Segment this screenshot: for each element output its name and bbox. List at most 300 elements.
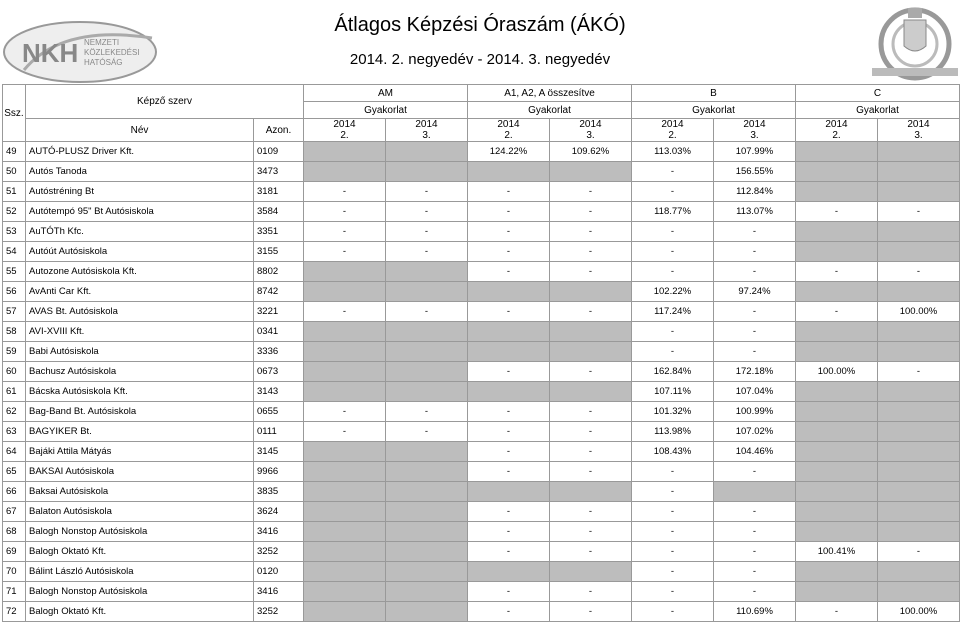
row-azon: 0673 bbox=[254, 362, 304, 382]
shaded-cell bbox=[878, 422, 960, 442]
table-row bbox=[3, 202, 960, 222]
table-row bbox=[3, 382, 960, 402]
shaded-cell bbox=[468, 342, 550, 362]
shaded-cell bbox=[386, 482, 468, 502]
value-cell: 109.62% bbox=[550, 142, 632, 162]
row-name: Autótempó 95" Bt Autósiskola bbox=[26, 202, 254, 222]
value-cell: - bbox=[714, 322, 796, 342]
value-cell: 107.04% bbox=[714, 382, 796, 402]
header-gyakorlat: Gyakorlat bbox=[468, 102, 632, 119]
value-cell: - bbox=[386, 182, 468, 202]
shaded-cell bbox=[878, 322, 960, 342]
value-cell: 156.55% bbox=[714, 162, 796, 182]
header-group-c: C bbox=[796, 85, 960, 102]
shaded-cell bbox=[468, 562, 550, 582]
shaded-cell bbox=[386, 262, 468, 282]
row-ssz: 70 bbox=[3, 562, 26, 582]
value-cell: - bbox=[714, 522, 796, 542]
shaded-cell bbox=[878, 482, 960, 502]
row-name: AuTÓTh Kfc. bbox=[26, 222, 254, 242]
value-cell: - bbox=[468, 402, 550, 422]
row-ssz: 52 bbox=[3, 202, 26, 222]
row-azon: 3473 bbox=[254, 162, 304, 182]
shaded-cell bbox=[796, 162, 878, 182]
ako-table bbox=[2, 84, 960, 622]
shaded-cell bbox=[796, 282, 878, 302]
logo-line-1: NEMZETI bbox=[84, 38, 120, 47]
table-row bbox=[3, 362, 960, 382]
value-cell: - bbox=[796, 202, 878, 222]
table-row bbox=[3, 442, 960, 462]
row-name: Autozone Autósiskola Kft. bbox=[26, 262, 254, 282]
row-azon: 0111 bbox=[254, 422, 304, 442]
row-name: Autós Tanoda bbox=[26, 162, 254, 182]
shaded-cell bbox=[796, 382, 878, 402]
row-name: Balogh Oktató Kft. bbox=[26, 542, 254, 562]
value-cell: - bbox=[632, 602, 714, 622]
value-cell: - bbox=[714, 542, 796, 562]
header-gyakorlat: Gyakorlat bbox=[796, 102, 960, 119]
value-cell: - bbox=[550, 422, 632, 442]
value-cell: - bbox=[550, 262, 632, 282]
value-cell: - bbox=[632, 222, 714, 242]
header-nev: Név bbox=[26, 119, 254, 142]
header-kepzo-szerv: Képző szerv bbox=[26, 85, 304, 119]
shaded-cell bbox=[714, 482, 796, 502]
row-azon: 3351 bbox=[254, 222, 304, 242]
value-cell: 110.69% bbox=[714, 602, 796, 622]
table-row bbox=[3, 262, 960, 282]
value-cell: - bbox=[550, 442, 632, 462]
value-cell: 97.24% bbox=[714, 282, 796, 302]
row-ssz: 67 bbox=[3, 502, 26, 522]
shaded-cell bbox=[796, 402, 878, 422]
row-ssz: 49 bbox=[3, 142, 26, 162]
value-cell: - bbox=[550, 182, 632, 202]
row-azon: 8742 bbox=[254, 282, 304, 302]
value-cell: - bbox=[878, 262, 960, 282]
row-name: BAKSAI Autósiskola bbox=[26, 462, 254, 482]
table-row bbox=[3, 162, 960, 182]
row-ssz: 50 bbox=[3, 162, 26, 182]
shaded-cell bbox=[386, 322, 468, 342]
row-azon: 3181 bbox=[254, 182, 304, 202]
shaded-cell bbox=[550, 322, 632, 342]
value-cell: - bbox=[632, 262, 714, 282]
shaded-cell bbox=[796, 142, 878, 162]
logo-line-2: KÖZLEKEDÉSI bbox=[84, 48, 140, 57]
value-cell: - bbox=[468, 602, 550, 622]
row-azon: 0655 bbox=[254, 402, 304, 422]
shaded-cell bbox=[468, 482, 550, 502]
value-cell: - bbox=[550, 362, 632, 382]
value-cell: - bbox=[632, 242, 714, 262]
shaded-cell bbox=[304, 442, 386, 462]
table-row bbox=[3, 462, 960, 482]
value-cell: - bbox=[878, 202, 960, 222]
value-cell: 102.22% bbox=[632, 282, 714, 302]
header-group-b: B bbox=[632, 85, 796, 102]
shaded-cell bbox=[878, 162, 960, 182]
shaded-cell bbox=[878, 582, 960, 602]
value-cell: - bbox=[304, 222, 386, 242]
row-azon: 3624 bbox=[254, 502, 304, 522]
header-period: 2014 3. bbox=[386, 119, 468, 142]
value-cell: - bbox=[632, 502, 714, 522]
value-cell: - bbox=[304, 302, 386, 322]
row-ssz: 63 bbox=[3, 422, 26, 442]
value-cell: - bbox=[468, 422, 550, 442]
row-azon: 0109 bbox=[254, 142, 304, 162]
header-gyakorlat: Gyakorlat bbox=[304, 102, 468, 119]
value-cell: - bbox=[796, 602, 878, 622]
table-row bbox=[3, 422, 960, 442]
value-cell: - bbox=[550, 522, 632, 542]
page-subtitle: 2014. 2. negyedév - 2014. 3. negyedév bbox=[349, 51, 611, 68]
shaded-cell bbox=[796, 442, 878, 462]
value-cell: - bbox=[550, 502, 632, 522]
row-ssz: 57 bbox=[3, 302, 26, 322]
row-name: Autóút Autósiskola bbox=[26, 242, 254, 262]
table-row bbox=[3, 522, 960, 542]
value-cell: 118.77% bbox=[632, 202, 714, 222]
row-ssz: 62 bbox=[3, 402, 26, 422]
row-azon: 3252 bbox=[254, 542, 304, 562]
shaded-cell bbox=[878, 502, 960, 522]
header-group-a: A1, A2, A összesítve bbox=[468, 85, 632, 102]
value-cell: - bbox=[550, 242, 632, 262]
shaded-cell bbox=[304, 582, 386, 602]
row-name: Autóstréning Bt bbox=[26, 182, 254, 202]
shaded-cell bbox=[468, 162, 550, 182]
shaded-cell bbox=[468, 382, 550, 402]
shaded-cell bbox=[878, 382, 960, 402]
row-azon: 3416 bbox=[254, 522, 304, 542]
value-cell: 100.41% bbox=[796, 542, 878, 562]
row-ssz: 55 bbox=[3, 262, 26, 282]
row-azon: 9966 bbox=[254, 462, 304, 482]
value-cell: 113.03% bbox=[632, 142, 714, 162]
value-cell: - bbox=[468, 522, 550, 542]
value-cell: - bbox=[878, 362, 960, 382]
row-name: Balogh Nonstop Autósiskola bbox=[26, 522, 254, 542]
shaded-cell bbox=[796, 522, 878, 542]
header-azon: Azon. bbox=[254, 119, 304, 142]
header-period: 2014 2. bbox=[632, 119, 714, 142]
value-cell: - bbox=[632, 462, 714, 482]
table-row bbox=[3, 302, 960, 322]
shaded-cell bbox=[878, 182, 960, 202]
value-cell: 100.00% bbox=[796, 362, 878, 382]
row-ssz: 60 bbox=[3, 362, 26, 382]
value-cell: 108.43% bbox=[632, 442, 714, 462]
value-cell: 124.22% bbox=[468, 142, 550, 162]
value-cell: - bbox=[304, 402, 386, 422]
row-name: AVAS Bt. Autósiskola bbox=[26, 302, 254, 322]
value-cell: - bbox=[550, 602, 632, 622]
shaded-cell bbox=[304, 382, 386, 402]
shaded-cell bbox=[304, 322, 386, 342]
value-cell: - bbox=[714, 562, 796, 582]
table-row bbox=[3, 502, 960, 522]
table-body bbox=[3, 142, 960, 622]
header-group-am: AM bbox=[304, 85, 468, 102]
shaded-cell bbox=[796, 182, 878, 202]
shaded-cell bbox=[304, 262, 386, 282]
row-ssz: 69 bbox=[3, 542, 26, 562]
value-cell: - bbox=[386, 242, 468, 262]
header-period: 2014 2. bbox=[468, 119, 550, 142]
value-cell: - bbox=[714, 302, 796, 322]
row-azon: 3584 bbox=[254, 202, 304, 222]
shaded-cell bbox=[796, 462, 878, 482]
row-name: Bálint László Autósiskola bbox=[26, 562, 254, 582]
row-name: Babi Autósiskola bbox=[26, 342, 254, 362]
value-cell: - bbox=[550, 542, 632, 562]
table-row bbox=[3, 402, 960, 422]
row-azon: 0341 bbox=[254, 322, 304, 342]
shaded-cell bbox=[304, 342, 386, 362]
row-ssz: 68 bbox=[3, 522, 26, 542]
value-cell: - bbox=[632, 162, 714, 182]
shaded-cell bbox=[386, 602, 468, 622]
value-cell: 100.00% bbox=[878, 602, 960, 622]
shaded-cell bbox=[386, 442, 468, 462]
row-ssz: 53 bbox=[3, 222, 26, 242]
shaded-cell bbox=[796, 482, 878, 502]
shaded-cell bbox=[386, 542, 468, 562]
value-cell: - bbox=[304, 202, 386, 222]
row-ssz: 65 bbox=[3, 462, 26, 482]
value-cell: 104.46% bbox=[714, 442, 796, 462]
row-azon: 3143 bbox=[254, 382, 304, 402]
shaded-cell bbox=[386, 562, 468, 582]
shaded-cell bbox=[304, 362, 386, 382]
row-azon: 3252 bbox=[254, 602, 304, 622]
value-cell: - bbox=[714, 582, 796, 602]
table-row bbox=[3, 142, 960, 162]
header-period: 2014 3. bbox=[714, 119, 796, 142]
page-title: Átlagos Képzési Óraszám (ÁKÓ) bbox=[334, 14, 626, 36]
shaded-cell bbox=[878, 562, 960, 582]
row-name: AUTÓ-PLUSZ Driver Kft. bbox=[26, 142, 254, 162]
row-ssz: 51 bbox=[3, 182, 26, 202]
table-row bbox=[3, 282, 960, 302]
row-azon: 3835 bbox=[254, 482, 304, 502]
value-cell: 107.11% bbox=[632, 382, 714, 402]
table-row bbox=[3, 482, 960, 502]
row-azon: 3155 bbox=[254, 242, 304, 262]
shaded-cell bbox=[878, 442, 960, 462]
value-cell: - bbox=[878, 542, 960, 562]
row-name: Bachusz Autósiskola bbox=[26, 362, 254, 382]
row-name: Balaton Autósiskola bbox=[26, 502, 254, 522]
shaded-cell bbox=[796, 502, 878, 522]
row-azon: 3336 bbox=[254, 342, 304, 362]
shaded-cell bbox=[796, 322, 878, 342]
shaded-cell bbox=[550, 562, 632, 582]
shaded-cell bbox=[878, 242, 960, 262]
value-cell: - bbox=[714, 502, 796, 522]
row-ssz: 61 bbox=[3, 382, 26, 402]
value-cell: - bbox=[632, 322, 714, 342]
value-cell: 117.24% bbox=[632, 302, 714, 322]
shaded-cell bbox=[796, 222, 878, 242]
value-cell: - bbox=[550, 462, 632, 482]
value-cell: 113.98% bbox=[632, 422, 714, 442]
value-cell: - bbox=[550, 402, 632, 422]
row-name: BAGYIKER Bt. bbox=[26, 422, 254, 442]
shaded-cell bbox=[386, 522, 468, 542]
shaded-cell bbox=[304, 522, 386, 542]
shaded-cell bbox=[550, 282, 632, 302]
row-name: Bácska Autósiskola Kft. bbox=[26, 382, 254, 402]
table-row bbox=[3, 582, 960, 602]
shaded-cell bbox=[304, 542, 386, 562]
shaded-cell bbox=[386, 362, 468, 382]
value-cell: 112.84% bbox=[714, 182, 796, 202]
coat-of-arms-emblem bbox=[870, 0, 960, 82]
value-cell: 162.84% bbox=[632, 362, 714, 382]
value-cell: - bbox=[468, 502, 550, 522]
shaded-cell bbox=[878, 462, 960, 482]
row-azon: 3221 bbox=[254, 302, 304, 322]
value-cell: 113.07% bbox=[714, 202, 796, 222]
shaded-cell bbox=[550, 162, 632, 182]
shaded-cell bbox=[304, 482, 386, 502]
row-ssz: 66 bbox=[3, 482, 26, 502]
value-cell: 107.99% bbox=[714, 142, 796, 162]
shaded-cell bbox=[796, 242, 878, 262]
shaded-cell bbox=[304, 502, 386, 522]
row-name: Baksai Autósiskola bbox=[26, 482, 254, 502]
shaded-cell bbox=[878, 282, 960, 302]
value-cell: - bbox=[714, 222, 796, 242]
value-cell: - bbox=[304, 422, 386, 442]
row-ssz: 58 bbox=[3, 322, 26, 342]
shaded-cell bbox=[796, 582, 878, 602]
row-azon: 8802 bbox=[254, 262, 304, 282]
row-azon: 3145 bbox=[254, 442, 304, 462]
value-cell: - bbox=[386, 402, 468, 422]
shaded-cell bbox=[386, 382, 468, 402]
value-cell: 101.32% bbox=[632, 402, 714, 422]
value-cell: 107.02% bbox=[714, 422, 796, 442]
shaded-cell bbox=[878, 222, 960, 242]
value-cell: - bbox=[304, 182, 386, 202]
table-row bbox=[3, 222, 960, 242]
value-cell: - bbox=[468, 542, 550, 562]
table-row bbox=[3, 342, 960, 362]
value-cell: 100.00% bbox=[878, 302, 960, 322]
value-cell: - bbox=[468, 182, 550, 202]
row-ssz: 64 bbox=[3, 442, 26, 462]
shaded-cell bbox=[550, 342, 632, 362]
shaded-cell bbox=[386, 142, 468, 162]
value-cell: - bbox=[468, 582, 550, 602]
value-cell: - bbox=[632, 582, 714, 602]
row-ssz: 56 bbox=[3, 282, 26, 302]
value-cell: - bbox=[632, 542, 714, 562]
value-cell: - bbox=[386, 422, 468, 442]
table-row bbox=[3, 242, 960, 262]
shaded-cell bbox=[878, 342, 960, 362]
row-ssz: 59 bbox=[3, 342, 26, 362]
value-cell: 172.18% bbox=[714, 362, 796, 382]
shaded-cell bbox=[796, 342, 878, 362]
shaded-cell bbox=[386, 502, 468, 522]
header-period: 2014 3. bbox=[550, 119, 632, 142]
shaded-cell bbox=[878, 402, 960, 422]
value-cell: - bbox=[796, 262, 878, 282]
shaded-cell bbox=[796, 562, 878, 582]
row-name: AVI-XVIII Kft. bbox=[26, 322, 254, 342]
table-row bbox=[3, 182, 960, 202]
table-row bbox=[3, 562, 960, 582]
header-ssz: Ssz. bbox=[3, 85, 26, 142]
value-cell: - bbox=[468, 462, 550, 482]
shaded-cell bbox=[304, 562, 386, 582]
header-period: 2014 2. bbox=[796, 119, 878, 142]
value-cell: - bbox=[632, 342, 714, 362]
shaded-cell bbox=[878, 142, 960, 162]
row-ssz: 54 bbox=[3, 242, 26, 262]
value-cell: - bbox=[632, 522, 714, 542]
row-name: Balogh Oktató Kft. bbox=[26, 602, 254, 622]
row-azon: 3416 bbox=[254, 582, 304, 602]
value-cell: - bbox=[386, 202, 468, 222]
shaded-cell bbox=[550, 482, 632, 502]
header-gyakorlat: Gyakorlat bbox=[632, 102, 796, 119]
value-cell: - bbox=[304, 242, 386, 262]
value-cell: - bbox=[714, 462, 796, 482]
shaded-cell bbox=[550, 382, 632, 402]
value-cell: - bbox=[468, 202, 550, 222]
value-cell: - bbox=[714, 242, 796, 262]
value-cell: - bbox=[468, 222, 550, 242]
shaded-cell bbox=[304, 142, 386, 162]
value-cell: - bbox=[468, 302, 550, 322]
row-ssz: 72 bbox=[3, 602, 26, 622]
table-row bbox=[3, 602, 960, 622]
value-cell: - bbox=[468, 362, 550, 382]
value-cell: - bbox=[550, 202, 632, 222]
value-cell: - bbox=[386, 222, 468, 242]
value-cell: - bbox=[714, 342, 796, 362]
header-period: 2014 3. bbox=[878, 119, 960, 142]
value-cell: - bbox=[632, 482, 714, 502]
row-name: Bajáki Attila Mátyás bbox=[26, 442, 254, 462]
row-name: AvAnti Car Kft. bbox=[26, 282, 254, 302]
value-cell: - bbox=[796, 302, 878, 322]
row-name: Balogh Nonstop Autósiskola bbox=[26, 582, 254, 602]
shaded-cell bbox=[304, 162, 386, 182]
header-period: 2014 2. bbox=[304, 119, 386, 142]
value-cell: 100.99% bbox=[714, 402, 796, 422]
row-name: Bag-Band Bt. Autósiskola bbox=[26, 402, 254, 422]
shaded-cell bbox=[304, 282, 386, 302]
table-row bbox=[3, 322, 960, 342]
value-cell: - bbox=[386, 302, 468, 322]
shaded-cell bbox=[796, 422, 878, 442]
logo-text-main: NKH bbox=[22, 38, 79, 68]
value-cell: - bbox=[468, 262, 550, 282]
value-cell: - bbox=[468, 242, 550, 262]
logo-line-3: HATÓSÁG bbox=[84, 58, 123, 67]
shaded-cell bbox=[878, 522, 960, 542]
value-cell: - bbox=[550, 302, 632, 322]
shaded-cell bbox=[386, 342, 468, 362]
